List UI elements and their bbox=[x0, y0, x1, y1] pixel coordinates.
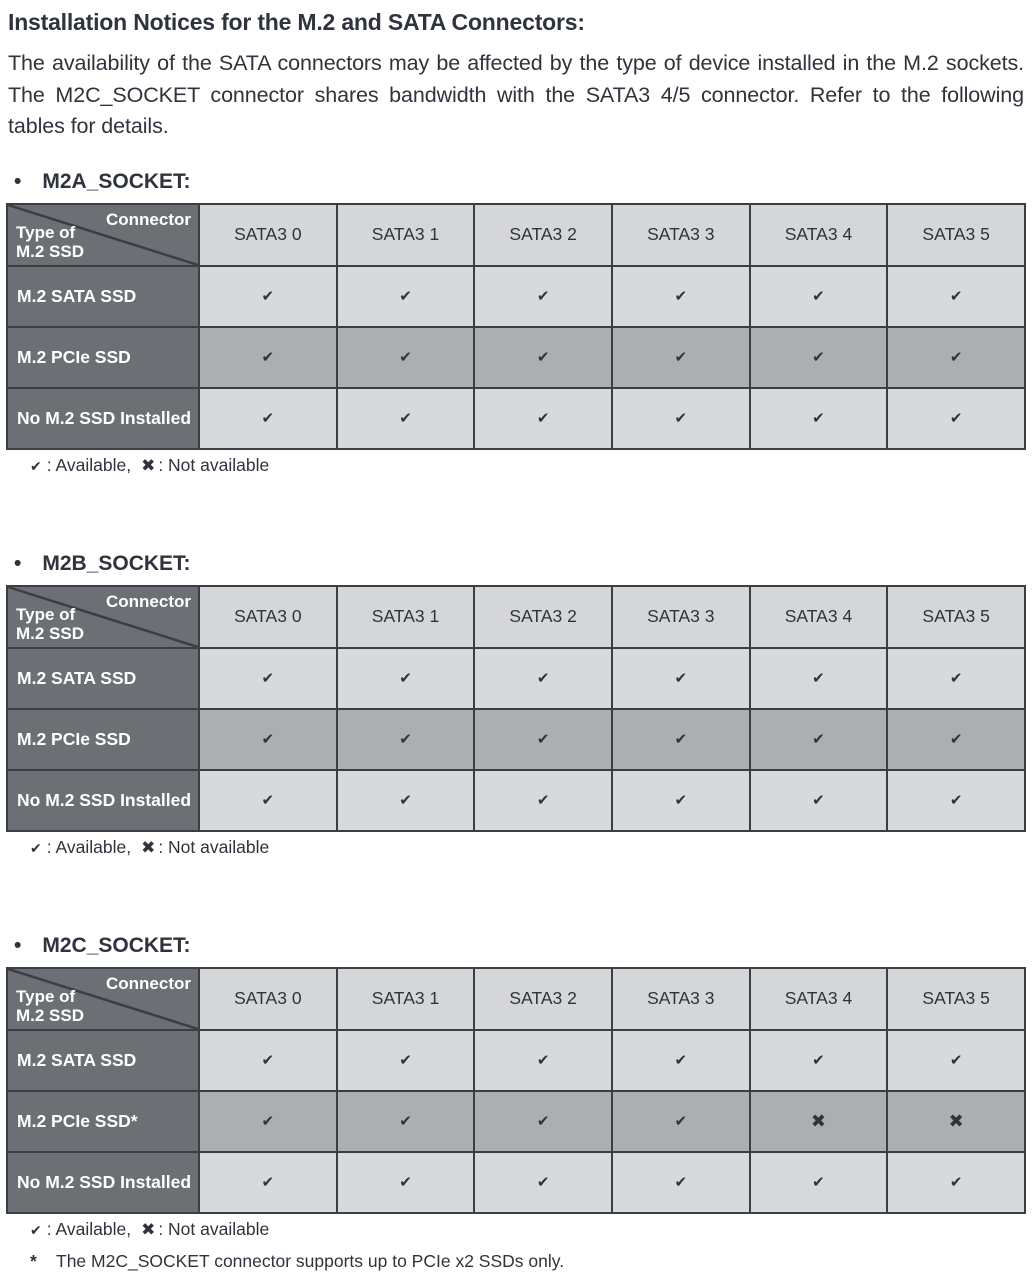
check-icon: ✔ bbox=[337, 1030, 475, 1091]
cross-icon: ✖ bbox=[750, 1091, 888, 1152]
check-icon: ✔ bbox=[887, 770, 1025, 831]
socket-section bbox=[8, 934, 1024, 1241]
corner-type-line1: Type of bbox=[16, 222, 76, 242]
check-icon: ✔ bbox=[887, 1152, 1025, 1213]
column-header: SATA3 4 bbox=[750, 204, 888, 266]
corner-type-line1: Type of bbox=[16, 604, 76, 624]
check-icon: ✔ bbox=[337, 770, 475, 831]
check-icon: ✔ bbox=[887, 1030, 1025, 1091]
check-icon: ✔ bbox=[887, 266, 1025, 327]
legend-not-available-text: : Not available bbox=[158, 454, 270, 475]
check-icon: ✔ bbox=[750, 327, 888, 388]
table-header-row bbox=[7, 968, 1025, 1030]
footnote-asterisk: * bbox=[30, 1250, 37, 1271]
check-icon: ✔ bbox=[474, 709, 612, 770]
bullet-icon: • bbox=[14, 551, 22, 575]
check-icon: ✔ bbox=[474, 1152, 612, 1213]
table-row bbox=[7, 770, 1025, 831]
sata-availability-table bbox=[6, 585, 1026, 832]
table-header-row bbox=[7, 586, 1025, 648]
corner-connector-label: Connector bbox=[106, 973, 191, 993]
availability-legend bbox=[30, 455, 1024, 477]
check-icon: ✔ bbox=[612, 1030, 750, 1091]
corner-type-line2: M.2 SSD bbox=[16, 241, 85, 261]
section-heading bbox=[14, 552, 1024, 576]
table-row bbox=[7, 1030, 1025, 1091]
row-label: M.2 PCIe SSD bbox=[7, 327, 199, 388]
table-row bbox=[7, 388, 1025, 449]
check-icon: ✔ bbox=[199, 1030, 337, 1091]
column-header: SATA3 2 bbox=[474, 968, 612, 1030]
table-row bbox=[7, 1152, 1025, 1213]
table-row bbox=[7, 327, 1025, 388]
column-header: SATA3 0 bbox=[199, 586, 337, 648]
corner-header-cell bbox=[7, 204, 199, 266]
check-icon: ✔ bbox=[887, 327, 1025, 388]
page-title: Installation Notices for the M.2 and SATA Connectors: bbox=[8, 9, 585, 35]
check-icon: ✔ bbox=[199, 327, 337, 388]
row-label: M.2 SATA SSD bbox=[7, 648, 199, 709]
column-header: SATA3 1 bbox=[337, 968, 475, 1030]
check-icon: ✔ bbox=[30, 839, 42, 856]
column-header: SATA3 5 bbox=[887, 204, 1025, 266]
check-icon: ✔ bbox=[474, 1091, 612, 1152]
check-icon: ✔ bbox=[750, 266, 888, 327]
check-icon: ✔ bbox=[337, 266, 475, 327]
legend-not-available-text: : Not available bbox=[158, 1218, 270, 1239]
check-icon: ✔ bbox=[337, 709, 475, 770]
section-heading bbox=[14, 934, 1024, 958]
check-icon: ✔ bbox=[612, 388, 750, 449]
column-header: SATA3 2 bbox=[474, 586, 612, 648]
footnote-text: The M2C_SOCKET connector supports up to PCIe x2 SSDs only. bbox=[56, 1250, 565, 1271]
check-icon: ✔ bbox=[887, 648, 1025, 709]
check-icon: ✔ bbox=[337, 327, 475, 388]
sata-availability-table bbox=[6, 203, 1026, 450]
row-label: No M.2 SSD Installed bbox=[7, 770, 199, 831]
corner-header-cell bbox=[7, 968, 199, 1030]
row-label: No M.2 SSD Installed bbox=[7, 1152, 199, 1213]
row-label: M.2 SATA SSD bbox=[7, 1030, 199, 1091]
cross-icon: ✖ bbox=[141, 837, 156, 857]
table-row bbox=[7, 266, 1025, 327]
corner-type-line2: M.2 SSD bbox=[16, 623, 85, 643]
check-icon: ✔ bbox=[887, 388, 1025, 449]
check-icon: ✔ bbox=[750, 709, 888, 770]
corner-type-label bbox=[16, 223, 84, 261]
column-header: SATA3 3 bbox=[612, 586, 750, 648]
check-icon: ✔ bbox=[474, 327, 612, 388]
check-icon: ✔ bbox=[199, 770, 337, 831]
corner-type-line1: Type of bbox=[16, 986, 76, 1006]
intro-paragraph: The availability of the SATA connectors may be affected by the type of device installed in the M.2 sockets. The M2C_SOCKET connector shares bandwidth with the SATA3 4/5 connector. Refer to the following tables for details. bbox=[8, 51, 1024, 138]
column-header: SATA3 5 bbox=[887, 586, 1025, 648]
section-heading bbox=[14, 170, 1024, 194]
sata-availability-table bbox=[6, 967, 1026, 1214]
check-icon: ✔ bbox=[337, 388, 475, 449]
bullet-icon: • bbox=[14, 933, 22, 957]
availability-legend bbox=[30, 837, 1024, 859]
row-label: M.2 PCIe SSD* bbox=[7, 1091, 199, 1152]
column-header: SATA3 2 bbox=[474, 204, 612, 266]
check-icon: ✔ bbox=[474, 1030, 612, 1091]
column-header: SATA3 5 bbox=[887, 968, 1025, 1030]
row-label: M.2 SATA SSD bbox=[7, 266, 199, 327]
bullet-icon: • bbox=[14, 169, 22, 193]
socket-section bbox=[8, 170, 1024, 477]
check-icon: ✔ bbox=[337, 1091, 475, 1152]
check-icon: ✔ bbox=[612, 648, 750, 709]
check-icon: ✔ bbox=[750, 1152, 888, 1213]
check-icon: ✔ bbox=[612, 327, 750, 388]
column-header: SATA3 3 bbox=[612, 204, 750, 266]
check-icon: ✔ bbox=[199, 266, 337, 327]
check-icon: ✔ bbox=[474, 266, 612, 327]
check-icon: ✔ bbox=[337, 1152, 475, 1213]
check-icon: ✔ bbox=[612, 770, 750, 831]
check-icon: ✔ bbox=[474, 648, 612, 709]
section-heading-label: M2C_SOCKET: bbox=[42, 933, 191, 957]
check-icon: ✔ bbox=[474, 770, 612, 831]
table-row bbox=[7, 648, 1025, 709]
check-icon: ✔ bbox=[30, 457, 42, 474]
check-icon: ✔ bbox=[612, 266, 750, 327]
corner-type-label bbox=[16, 605, 84, 643]
corner-type-label bbox=[16, 987, 84, 1025]
availability-legend bbox=[30, 1219, 1024, 1241]
corner-type-line2: M.2 SSD bbox=[16, 1005, 85, 1025]
table-row bbox=[7, 709, 1025, 770]
column-header: SATA3 0 bbox=[199, 968, 337, 1030]
check-icon: ✔ bbox=[750, 388, 888, 449]
socket-section bbox=[8, 552, 1024, 859]
check-icon: ✔ bbox=[474, 388, 612, 449]
legend-available-text: : Available, bbox=[46, 836, 132, 857]
corner-connector-label: Connector bbox=[106, 209, 191, 229]
check-icon: ✔ bbox=[750, 1030, 888, 1091]
check-icon: ✔ bbox=[199, 388, 337, 449]
check-icon: ✔ bbox=[199, 648, 337, 709]
row-label: M.2 PCIe SSD bbox=[7, 709, 199, 770]
cross-icon: ✖ bbox=[141, 1219, 156, 1239]
column-header: SATA3 1 bbox=[337, 586, 475, 648]
check-icon: ✔ bbox=[750, 770, 888, 831]
column-header: SATA3 4 bbox=[750, 968, 888, 1030]
check-icon: ✔ bbox=[612, 1152, 750, 1213]
legend-available-text: : Available, bbox=[46, 454, 132, 475]
column-header: SATA3 1 bbox=[337, 204, 475, 266]
table-row bbox=[7, 1091, 1025, 1152]
check-icon: ✔ bbox=[199, 709, 337, 770]
check-icon: ✔ bbox=[612, 709, 750, 770]
table-header-row bbox=[7, 204, 1025, 266]
footnote bbox=[30, 1251, 1024, 1272]
check-icon: ✔ bbox=[199, 1152, 337, 1213]
socket-sections-container bbox=[8, 170, 1024, 1241]
check-icon: ✔ bbox=[887, 709, 1025, 770]
cross-icon: ✖ bbox=[887, 1091, 1025, 1152]
corner-connector-label: Connector bbox=[106, 591, 191, 611]
corner-header-cell bbox=[7, 586, 199, 648]
legend-not-available-text: : Not available bbox=[158, 836, 270, 857]
check-icon: ✔ bbox=[337, 648, 475, 709]
section-heading-label: M2A_SOCKET: bbox=[42, 169, 191, 193]
legend-available-text: : Available, bbox=[46, 1218, 132, 1239]
check-icon: ✔ bbox=[199, 1091, 337, 1152]
section-heading-label: M2B_SOCKET: bbox=[42, 551, 191, 575]
cross-icon: ✖ bbox=[141, 455, 156, 475]
check-icon: ✔ bbox=[612, 1091, 750, 1152]
column-header: SATA3 0 bbox=[199, 204, 337, 266]
row-label: No M.2 SSD Installed bbox=[7, 388, 199, 449]
column-header: SATA3 4 bbox=[750, 586, 888, 648]
check-icon: ✔ bbox=[30, 1221, 42, 1238]
check-icon: ✔ bbox=[750, 648, 888, 709]
column-header: SATA3 3 bbox=[612, 968, 750, 1030]
